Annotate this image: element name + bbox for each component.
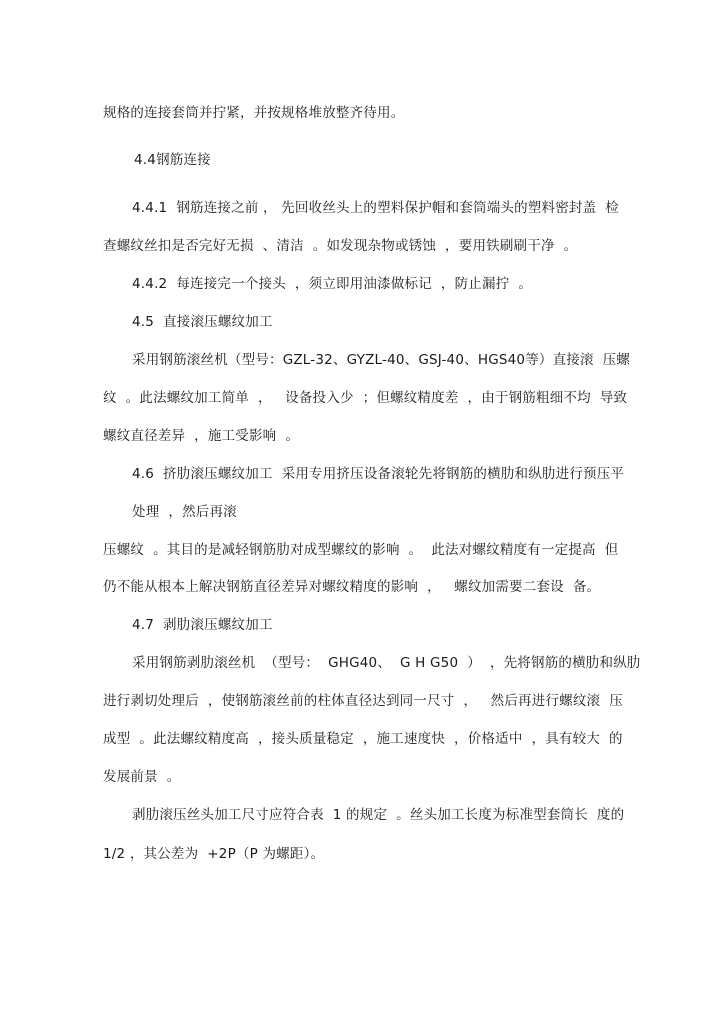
- section-heading-4-6: 4.6 挤肋滚压螺纹加工 采用专用挤压设备滚轮先将钢筋的横肋和纵肋进行预压平: [132, 466, 625, 482]
- text-line-15: 采用钢筋剥肋滚丝机 （型号： GHG40、 G H G50 ） ，先将钢筋的横肋和纵肋: [132, 655, 641, 671]
- section-heading-4-5: 4.5 直接滚压螺纹加工: [132, 314, 273, 330]
- text-line-5: 4.4.2 每连接完一个接头 ，须立即用油漆做标记 ，防止漏拧 。: [132, 276, 533, 292]
- text-line-17: 成型 。此法螺纹精度高 ，接头质量稳定 ，施工速度快 ，价格适中 ，具有较大 的: [103, 731, 623, 747]
- section-heading-4-4: 4.4钢筋连接: [134, 152, 211, 168]
- text-line-20: 1/2 ，其公差为 +2P（P 为螺距）。: [103, 846, 325, 862]
- text-line-8: 纹 。此法螺纹加工简单 ， 设备投入少 ；但螺纹精度差 ，由于钢筋粗细不均 导致: [103, 390, 628, 406]
- text-line-1: 规格的连接套筒并拧紧，并按规格堆放整齐待用。: [103, 105, 405, 121]
- text-line-11: 处理 ，然后再滚: [132, 504, 237, 520]
- text-line-19: 剥肋滚压丝头加工尺寸应符合表 1 的规定 。丝头加工长度为标准型套筒长 度的: [132, 807, 625, 823]
- text-line-18: 发展前景 。: [103, 769, 181, 785]
- text-line-9: 螺纹直径差异 ，施工受影响 。: [103, 428, 300, 444]
- text-line-4: 查螺纹丝扣是否完好无损 、清洁 。如发现杂物或锈蚀 ，要用铁刷刷干净 。: [103, 238, 578, 254]
- text-line-3: 4.4.1 钢筋连接之前 ， 先回收丝头上的塑料保护帽和套筒端头的塑料密封盖 检: [132, 200, 619, 216]
- section-heading-4-7: 4.7 剥肋滚压螺纹加工: [132, 617, 273, 633]
- text-line-16: 进行剥切处理后 ，使钢筋滚丝前的柱体直径达到同一尺寸 ， 然后再进行螺纹滚 压: [103, 693, 623, 709]
- text-line-13: 仍不能从根本上解决钢筋直径差异对螺纹精度的影响 ， 螺纹加需要二套设 备。: [103, 579, 601, 595]
- text-line-7: 采用钢筋滚丝机（型号：GZL-32、GYZL-40、GSJ-40、HGS40等）直接滚 压螺: [132, 352, 631, 368]
- text-line-12: 压螺纹 。其目的是减轻钢筋肋对成型螺纹的影响 。 此法对螺纹精度有一定提高 但: [103, 542, 619, 558]
